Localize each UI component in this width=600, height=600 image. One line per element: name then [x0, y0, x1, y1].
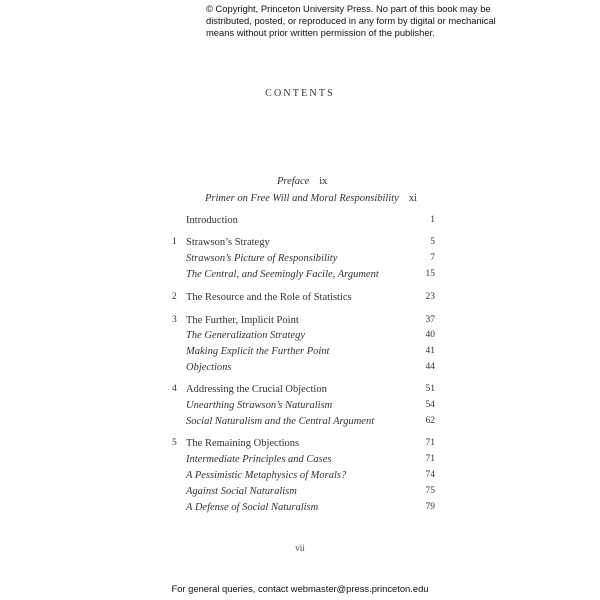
toc-subentry [0, 470, 600, 484]
toc-title: Intermediate Principles and Cases [186, 454, 332, 465]
toc-title: Strawson’s Picture of Responsibility [186, 253, 338, 264]
toc-title: The Further, Implicit Point [186, 315, 299, 326]
toc-chapter [0, 292, 600, 306]
toc-subentry [0, 486, 600, 500]
toc-page-number: 75 [425, 486, 435, 496]
toc-subentry [0, 400, 600, 414]
front-matter-page: ix [319, 176, 328, 187]
toc-page-number: 79 [425, 502, 435, 512]
toc-page-number: 62 [425, 416, 435, 426]
front-matter-title: Preface [277, 176, 310, 187]
toc-page-number: 1 [430, 215, 435, 225]
toc-chapter [0, 315, 600, 329]
toc-title: The Central, and Seemingly Facile, Argument [186, 269, 379, 280]
toc-page-number: 71 [425, 454, 435, 464]
toc-chapter [0, 384, 600, 398]
chapter-number: 3 [172, 315, 177, 325]
copyright-line: © Copyright, Princeton University Press. No part of this book may be [206, 3, 491, 14]
toc-title: Introduction [186, 215, 238, 226]
page-number: vii [295, 543, 305, 553]
toc-page-number: 23 [425, 292, 435, 302]
toc-subentry [0, 330, 600, 344]
toc-page-number: 40 [425, 330, 435, 340]
chapter-number: 5 [172, 438, 177, 448]
toc-page-number: 44 [425, 362, 435, 372]
toc-chapter [0, 215, 600, 229]
toc-subentry [0, 502, 600, 516]
toc-page-number: 71 [425, 438, 435, 448]
toc-subentry [0, 454, 600, 468]
toc-subentry [0, 346, 600, 360]
toc-page-number: 74 [425, 470, 435, 480]
toc-subentry [0, 269, 600, 283]
toc-title: The Remaining Objections [186, 438, 300, 449]
toc-title: Unearthing Strawson’s Naturalism [186, 400, 333, 411]
chapter-number: 2 [172, 292, 177, 302]
toc-page-number: 37 [425, 315, 435, 325]
front-matter-title: Primer on Free Will and Moral Responsibility [205, 193, 399, 204]
toc-title: Social Naturalism and the Central Argument [186, 416, 375, 427]
toc-subentry [0, 253, 600, 267]
chapter-number: 4 [172, 384, 177, 394]
toc-page-number: 15 [425, 269, 435, 279]
toc-subentry [0, 362, 600, 376]
toc-page-number: 51 [425, 384, 435, 394]
copyright-line: distributed, posted, or reproduced in any form by digital or mechanical [206, 14, 496, 26]
toc-title: Against Social Naturalism [186, 486, 297, 497]
page-title: CONTENTS [265, 88, 335, 99]
toc-title: Addressing the Crucial Objection [186, 384, 327, 395]
toc-title: The Resource and the Role of Statistics [186, 292, 352, 303]
toc-page-number: 5 [430, 237, 435, 247]
chapter-number: 1 [172, 237, 177, 247]
toc-title: The Generalization Strategy [186, 330, 305, 341]
toc-page-number: 54 [425, 400, 435, 410]
toc-title: A Pessimistic Metaphysics of Morals? [186, 470, 347, 481]
toc-page-number: 41 [425, 346, 435, 356]
front-matter-page: xi [408, 193, 418, 204]
toc-chapter [0, 237, 600, 251]
footer-contact: For general queries, contact webmaster@press.princeton.edu [171, 583, 429, 594]
toc-subentry [0, 416, 600, 430]
copyright-line: means without prior written permission of the publisher. [206, 26, 435, 38]
toc-title: A Defense of Social Naturalism [186, 502, 319, 513]
toc-title: Strawson’s Strategy [186, 237, 270, 248]
toc-page-number: 7 [430, 253, 435, 263]
toc-title: Making Explicit the Further Point [186, 346, 330, 357]
toc-title: Objections [186, 362, 232, 373]
toc-chapter [0, 438, 600, 452]
